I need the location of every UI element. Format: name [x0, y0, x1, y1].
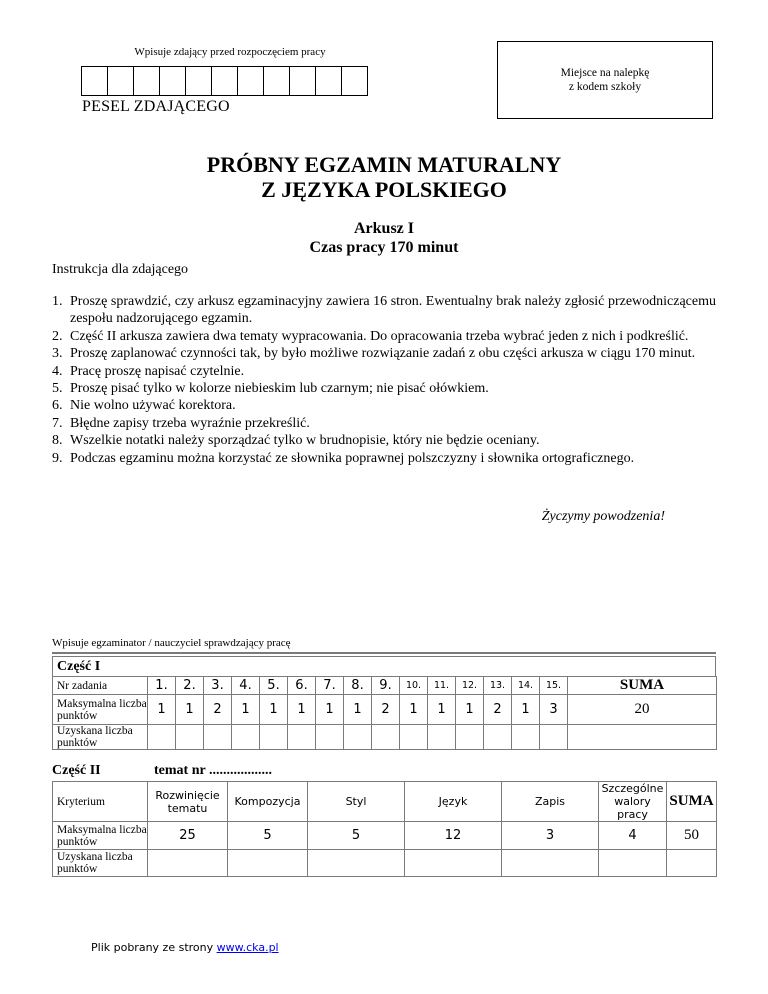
instruction-number: 1.	[52, 294, 63, 309]
time-label: Czas pracy 170 minut	[309, 239, 459, 256]
criterion-obtained-cell[interactable]	[308, 850, 405, 877]
max-points-cell: 1	[232, 695, 260, 725]
task-number-cell: 1.	[148, 677, 176, 695]
footer-text: Plik pobrany ze strony	[91, 941, 217, 954]
task-number-cell: 12.	[456, 677, 484, 695]
instruction-text: Nie wolno używać korektora.	[70, 398, 236, 414]
row-label-obtained-points-2: Uzyskana liczba punktów	[53, 850, 148, 877]
instruction-number: 4.	[52, 363, 63, 379]
criterion-header: Język	[405, 782, 502, 822]
pesel-digit-box[interactable]	[186, 67, 212, 95]
obtained-points-cell[interactable]	[260, 725, 288, 750]
criterion-header: Zapis	[502, 782, 599, 822]
pesel-digit-box[interactable]	[212, 67, 238, 95]
instruction-number: 5.	[52, 381, 63, 397]
pesel-digit-box[interactable]	[238, 67, 264, 95]
part2-sum-obtained-cell[interactable]	[667, 850, 717, 877]
task-number-cell: 9.	[372, 677, 400, 695]
pesel-label: PESEL ZDAJĄCEGO	[82, 98, 230, 115]
school-sticker-box	[497, 41, 713, 119]
instruction-item	[52, 380, 716, 397]
part2-sum-label: SUMA	[667, 782, 717, 822]
max-points-cell: 1	[428, 695, 456, 725]
instruction-text: Część II arkusza zawiera dwa tematy wypracowania. Do opracowania trzeba wybrać jeden z nich i podkreślić.	[70, 328, 689, 344]
criterion-obtained-cell[interactable]	[599, 850, 667, 877]
obtained-points-cell[interactable]	[316, 725, 344, 750]
task-number-cell: 6.	[288, 677, 316, 695]
criterion-obtained-cell[interactable]	[502, 850, 599, 877]
task-number-cell: 3.	[204, 677, 232, 695]
task-number-cell: 4.	[232, 677, 260, 695]
max-points-cell: 1	[148, 695, 176, 725]
pesel-digit-box[interactable]	[316, 67, 342, 95]
obtained-points-cell[interactable]	[512, 725, 540, 750]
row-label-obtained-points: Uzyskana liczba punktów	[53, 725, 148, 750]
instruction-text: Proszę pisać tylko w kolorze niebieskim lub czarnym; nie pisać ołówkiem.	[70, 381, 489, 397]
instructions-list	[52, 293, 716, 467]
criterion-header: Szczególne walory pracy	[599, 782, 667, 822]
instruction-text: Podczas egzaminu można korzystać ze słownika poprawnej polszczyzny i słownika ortograficznego.	[70, 450, 635, 466]
max-points-cell: 1	[400, 695, 428, 725]
instruction-text: Błędne zapisy trzeba wyraźnie przekreślić.	[70, 415, 310, 431]
exam-title-line2: Z JĘZYKA POLSKIEGO	[261, 177, 507, 202]
instruction-item	[52, 345, 716, 362]
max-points-cell: 3	[540, 695, 568, 725]
criterion-max-points: 12	[405, 822, 502, 850]
instruction-text: Proszę zaplanować czynności tak, by było możliwe rozwiązanie zadań z obu części arkusza w ciągu 170 minut.	[70, 346, 696, 362]
obtained-points-cell[interactable]	[148, 725, 176, 750]
sum-max-value: 20	[568, 695, 717, 725]
criterion-header: Rozwinięcie tematu	[148, 782, 228, 822]
instruction-item	[52, 432, 716, 449]
max-points-cell: 1	[512, 695, 540, 725]
pesel-digit-box[interactable]	[342, 67, 368, 95]
max-points-cell: 2	[484, 695, 512, 725]
max-points-cell: 1	[344, 695, 372, 725]
instruction-item	[52, 363, 716, 380]
max-points-cell: 1	[316, 695, 344, 725]
criterion-max-points: 5	[308, 822, 405, 850]
part1-heading: Część I	[52, 656, 716, 677]
pesel-digit-box[interactable]	[264, 67, 290, 95]
obtained-points-cell[interactable]	[232, 725, 260, 750]
pesel-digit-box[interactable]	[134, 67, 160, 95]
instruction-item	[52, 450, 716, 467]
criterion-max-points: 5	[228, 822, 308, 850]
instruction-number: 6.	[52, 398, 63, 414]
max-points-cell: 1	[176, 695, 204, 725]
obtained-points-cell[interactable]	[176, 725, 204, 750]
criterion-max-points: 4	[599, 822, 667, 850]
part2-theme-number: temat nr ..................	[154, 763, 272, 778]
exam-title-line1: PRÓBNY EGZAMIN MATURALNY	[206, 152, 562, 177]
instruction-text: Pracę proszę napisać czytelnie.	[70, 363, 245, 379]
max-points-cell: 1	[456, 695, 484, 725]
criterion-header: Kompozycja	[228, 782, 308, 822]
task-number-cell: 7.	[316, 677, 344, 695]
row-label-task-number: Nr zadania	[53, 677, 148, 695]
task-number-cell: 14.	[512, 677, 540, 695]
obtained-points-cell[interactable]	[344, 725, 372, 750]
pesel-caption: Wpisuje zdający przed rozpoczęciem pracy	[134, 46, 326, 58]
obtained-points-cell[interactable]	[540, 725, 568, 750]
criterion-obtained-cell[interactable]	[405, 850, 502, 877]
task-number-cell: 11.	[428, 677, 456, 695]
pesel-digit-box[interactable]	[108, 67, 134, 95]
task-number-cell: 10.	[400, 677, 428, 695]
pesel-digit-box[interactable]	[290, 67, 316, 95]
instruction-number: 8.	[52, 433, 63, 449]
obtained-points-cell[interactable]	[484, 725, 512, 750]
obtained-points-cell[interactable]	[400, 725, 428, 750]
sum-obtained-cell[interactable]	[568, 725, 717, 750]
examiner-divider	[52, 652, 716, 654]
task-number-cell: 2.	[176, 677, 204, 695]
task-number-cell: 5.	[260, 677, 288, 695]
row-label-max-points: Maksymalna liczba punktów	[53, 695, 148, 725]
good-luck-text: Życzymy powodzenia!	[541, 509, 665, 524]
instruction-item	[52, 293, 716, 328]
task-number-cell: 8.	[344, 677, 372, 695]
obtained-points-cell[interactable]	[456, 725, 484, 750]
instructions-label: Instrukcja dla zdającego	[52, 262, 189, 277]
instruction-item	[52, 397, 716, 414]
max-points-cell: 1	[288, 695, 316, 725]
obtained-points-cell[interactable]	[204, 725, 232, 750]
criterion-max-points: 3	[502, 822, 599, 850]
criterion-header: Styl	[308, 782, 405, 822]
instruction-item	[52, 328, 716, 345]
instruction-number: 3.	[52, 346, 63, 362]
part2-score-table	[52, 781, 717, 877]
instruction-number: 7.	[52, 415, 63, 431]
part2-heading: Część II	[52, 763, 101, 778]
footer-link[interactable]: www.cka.pl	[216, 941, 279, 954]
pesel-digit-box[interactable]	[82, 67, 108, 95]
max-points-cell: 2	[204, 695, 232, 725]
obtained-points-cell[interactable]	[428, 725, 456, 750]
examiner-caption: Wpisuje egzaminator / nauczyciel sprawdzający pracę	[52, 637, 291, 649]
instruction-item	[52, 415, 716, 432]
pesel-input-row[interactable]	[81, 66, 368, 96]
part1-score-table	[52, 676, 717, 750]
row-label-max-points-2: Maksymalna liczba punktów	[53, 822, 148, 850]
max-points-cell: 1	[260, 695, 288, 725]
obtained-points-cell[interactable]	[288, 725, 316, 750]
sum-label: SUMA	[568, 677, 717, 695]
max-points-cell: 2	[372, 695, 400, 725]
criterion-max-points: 25	[148, 822, 228, 850]
obtained-points-cell[interactable]	[372, 725, 400, 750]
task-number-cell: 15.	[540, 677, 568, 695]
part2-sum-max-value: 50	[667, 822, 717, 850]
footer	[91, 941, 279, 954]
criterion-obtained-cell[interactable]	[148, 850, 228, 877]
sticker-text-line1: Miejsce na nalepkę	[560, 67, 650, 79]
instruction-text: Proszę sprawdzić, czy arkusz egzaminacyjny zawiera 16 stron. Ewentualny brak należy zgłosić przewodniczącemu zespołu nadzorującego egzamin.	[70, 294, 716, 327]
task-number-cell: 13.	[484, 677, 512, 695]
instruction-number: 2.	[52, 328, 63, 344]
criterion-obtained-cell[interactable]	[228, 850, 308, 877]
sticker-text-line2: z kodem szkoły	[568, 81, 642, 93]
instruction-number: 9.	[52, 450, 63, 466]
instruction-text: Wszelkie notatki należy sporządzać tylko w brudnopisie, który nie będzie oceniany.	[70, 433, 540, 449]
row-label-criterion: Kryterium	[53, 782, 148, 822]
pesel-digit-box[interactable]	[160, 67, 186, 95]
sheet-label: Arkusz I	[353, 220, 414, 237]
